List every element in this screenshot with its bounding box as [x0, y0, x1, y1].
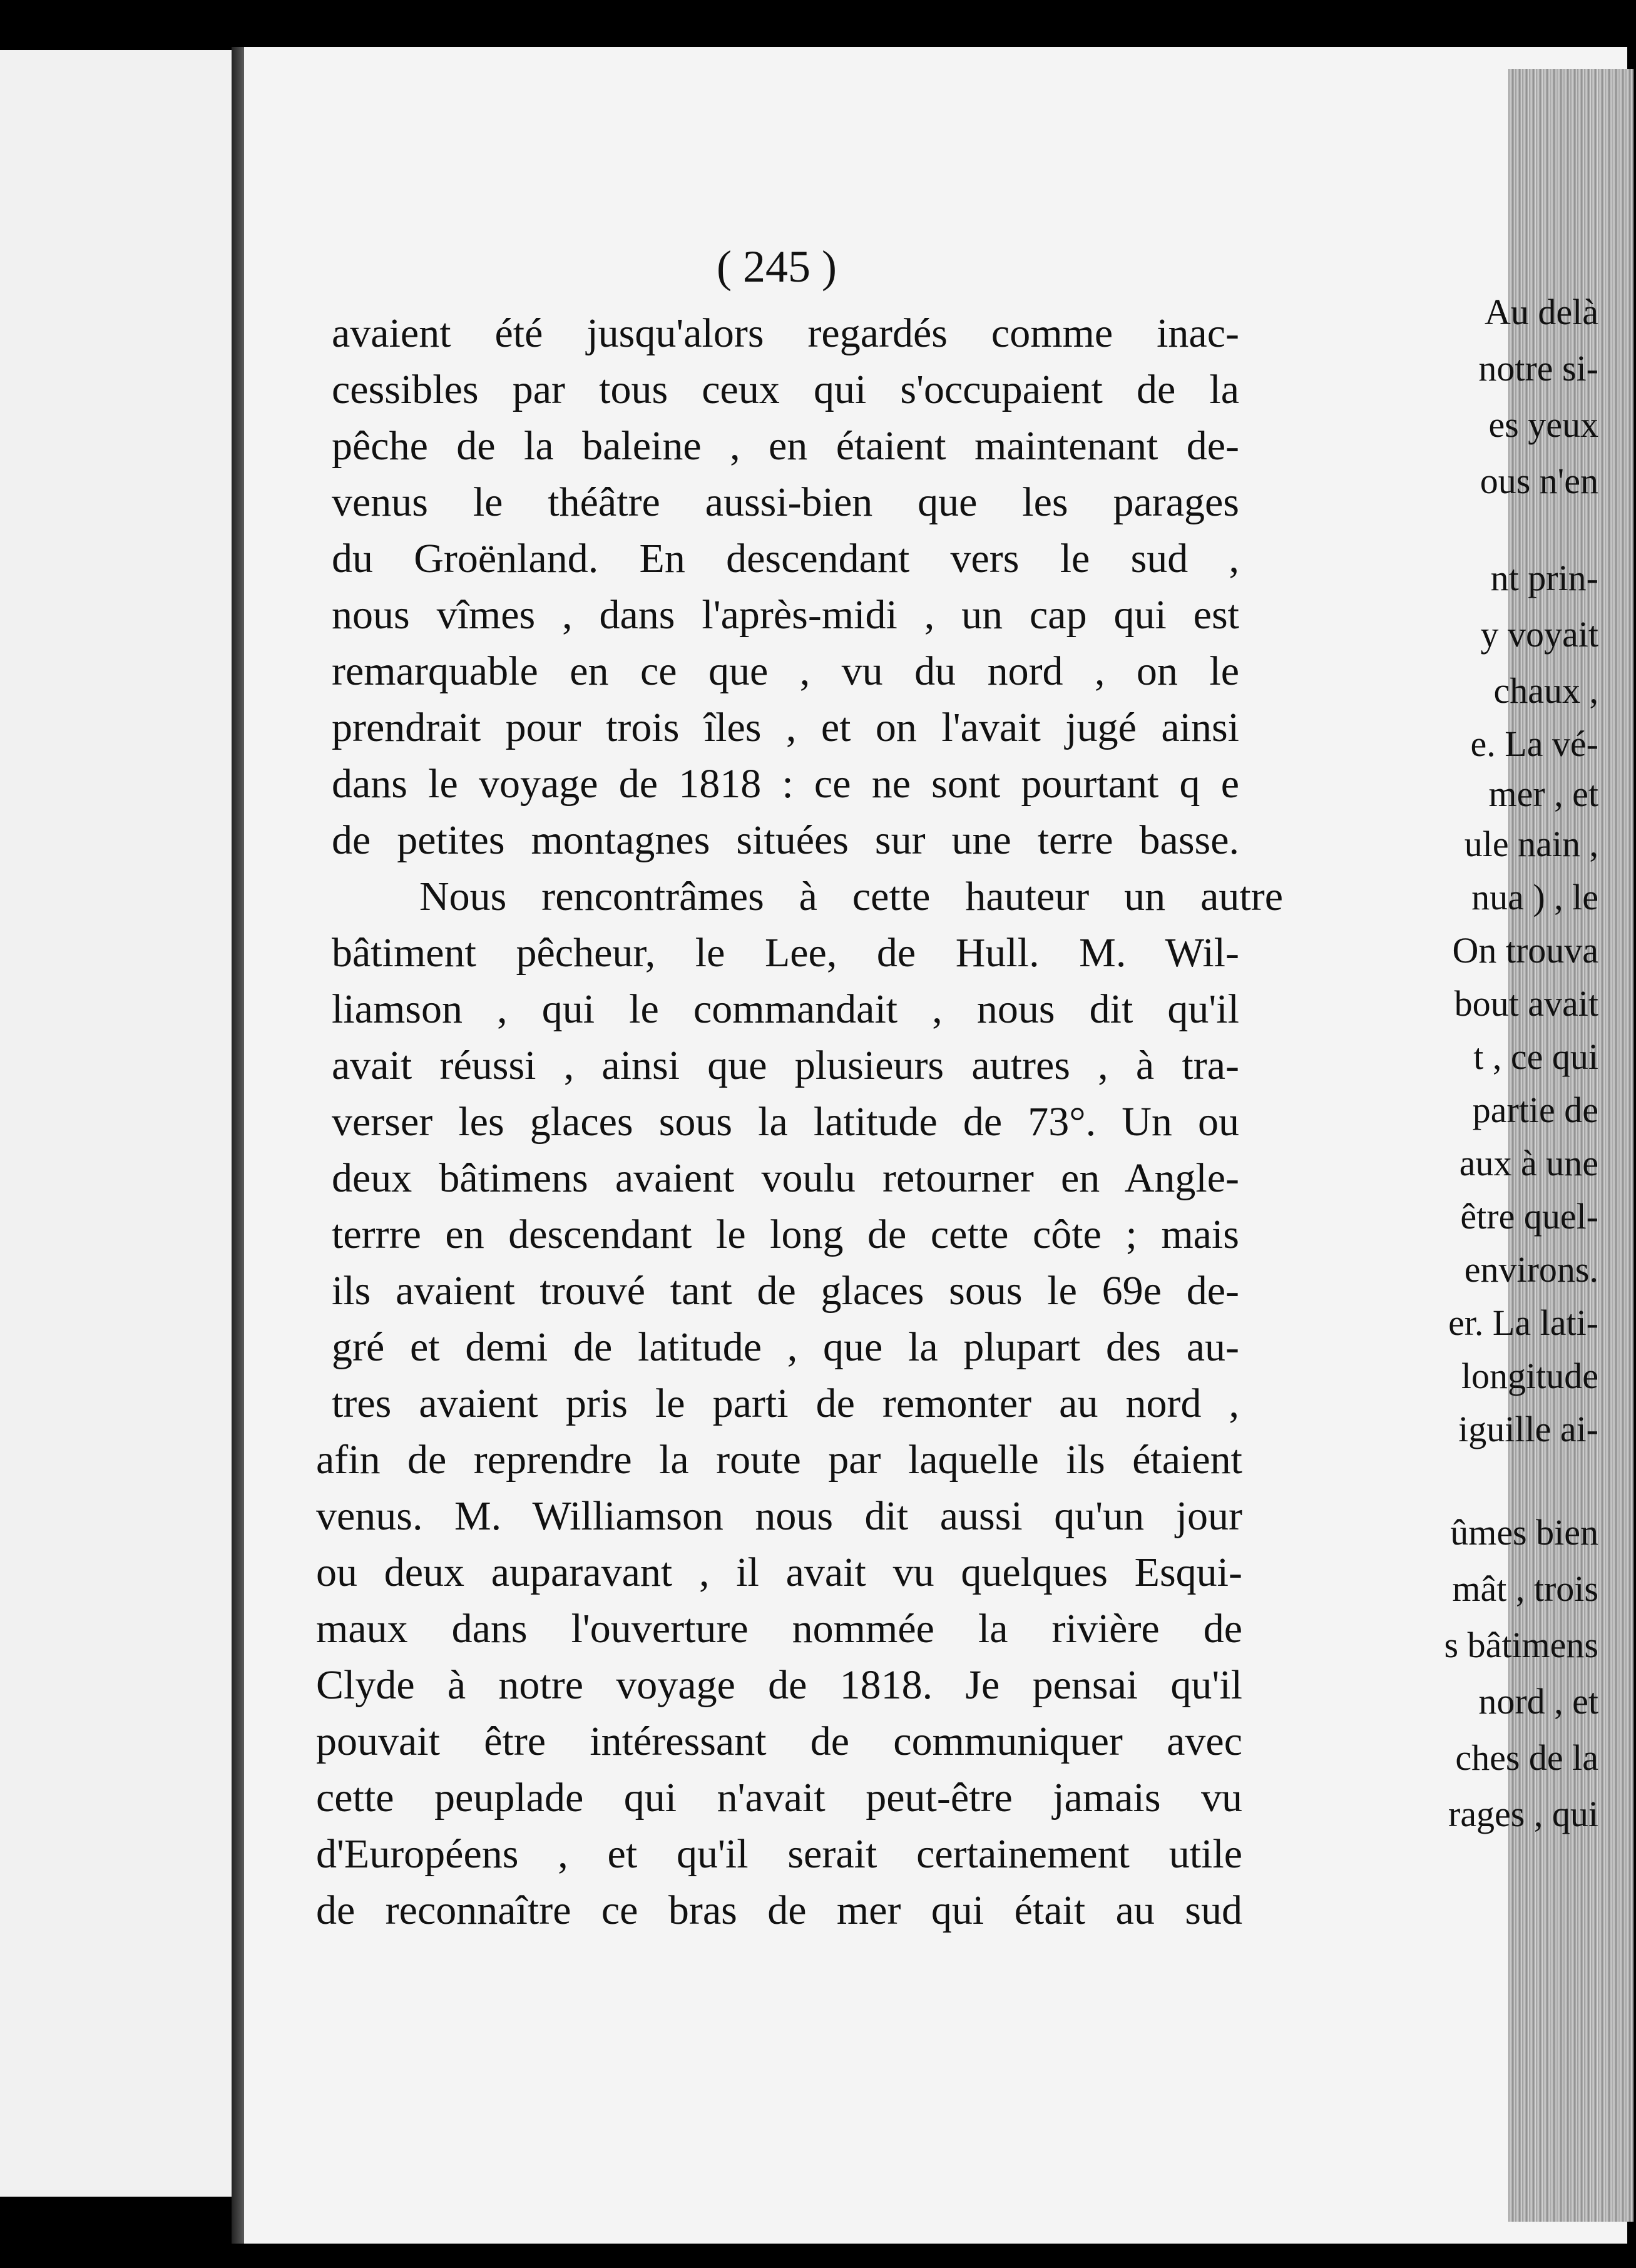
left-line: rages , qui	[1448, 1794, 1598, 1834]
left-line: iguille ai-	[1458, 1409, 1598, 1449]
text-line: pêche de la baleine , en étaient maintenant de-	[332, 423, 1239, 469]
left-line: environs.	[1464, 1249, 1598, 1290]
text-line: tres avaient pris le parti de remonter au nord ,	[332, 1381, 1239, 1426]
text-line: pouvait être intéressant de communiquer avec	[316, 1719, 1242, 1764]
left-line: y voyait	[1480, 614, 1598, 655]
text-line: bâtiment pêcheur, le Lee, de Hull. M. Wil-	[332, 930, 1239, 976]
text-line: verser les glaces sous la latitude de 73°. Un ou	[332, 1099, 1239, 1145]
left-line: notre si-	[1478, 348, 1598, 389]
text-line: venus. M. Williamson nous dit aussi qu'un jour	[316, 1493, 1242, 1539]
left-line: nt prin-	[1490, 558, 1598, 598]
left-line: t , ce qui	[1473, 1036, 1598, 1077]
paragraph-first-line: Nous rencontrâmes à cette hauteur un autre	[419, 874, 1283, 919]
text-line: liamson , qui le commandait , nous dit qu'il	[332, 986, 1239, 1032]
left-line: longitude	[1461, 1356, 1598, 1396]
text-line: ou deux auparavant , il avait vu quelques Esqui-	[316, 1550, 1242, 1595]
text-line: Clyde à notre voyage de 1818. Je pensai qu'il	[316, 1662, 1242, 1708]
left-line: ches de la	[1455, 1737, 1598, 1778]
text-line: cessibles par tous ceux qui s'occupaient de la	[332, 367, 1239, 412]
left-line: nua ) , le	[1471, 877, 1598, 917]
text-line: maux dans l'ouverture nommée la rivière de	[316, 1606, 1242, 1652]
left-line: ous n'en	[1480, 461, 1598, 501]
left-line: e. La vé-	[1470, 723, 1598, 764]
left-line: mer , et	[1488, 774, 1598, 814]
left-line: er. La lati-	[1448, 1302, 1598, 1343]
left-line: aux à une	[1459, 1143, 1598, 1183]
text-line: d'Européens , et qu'il serait certainement utile	[316, 1831, 1242, 1877]
text-line: afin de reprendre la route par laquelle ils étaient	[316, 1437, 1242, 1483]
left-line: On trouva	[1452, 930, 1598, 971]
text-line: dans le voyage de 1818 : ce ne sont pourtant q e	[332, 761, 1239, 807]
text-line: prendrait pour trois îles , et on l'avait jugé ainsi	[332, 705, 1239, 750]
left-line: ule nain ,	[1464, 824, 1598, 864]
text-line: terrre en descendant le long de cette côte ; mais	[332, 1212, 1239, 1257]
text-line: venus le théâtre aussi-bien que les parages	[332, 479, 1239, 525]
left-line: ûmes bien	[1450, 1512, 1598, 1553]
text-line: du Groënland. En descendant vers le sud ,	[332, 536, 1239, 581]
left-line: bout avait	[1454, 983, 1598, 1024]
left-line: Au delà	[1485, 292, 1598, 332]
left-line: chaux ,	[1493, 670, 1598, 711]
text-line: cette peuplade qui n'avait peut-être jamais vu	[316, 1775, 1242, 1821]
left-line: mât , trois	[1452, 1568, 1598, 1609]
page-number: ( 245 )	[717, 242, 837, 292]
text-line: remarquable en ce que , vu du nord , on le	[332, 648, 1239, 694]
text-line: de petites montagnes situées sur une terre basse.	[332, 817, 1239, 863]
text-line: deux bâtimens avaient voulu retourner en Angle-	[332, 1155, 1239, 1201]
left-line: être quel-	[1460, 1196, 1598, 1237]
left-facing-page	[0, 50, 232, 2197]
text-line: avait réussi , ainsi que plusieurs autres , à tra-	[332, 1043, 1239, 1088]
left-line: nord , et	[1478, 1681, 1598, 1722]
text-line: de reconnaître ce bras de mer qui était au sud	[316, 1887, 1242, 1933]
text-line: avaient été jusqu'alors regardés comme inac-	[332, 310, 1239, 356]
left-line: s bâtimens	[1444, 1625, 1598, 1665]
text-line: nous vîmes , dans l'après-midi , un cap qui est	[332, 592, 1239, 638]
left-line: partie de	[1472, 1090, 1598, 1130]
text-line: gré et demi de latitude , que la plupart des au-	[332, 1324, 1239, 1370]
left-line: es yeux	[1488, 404, 1598, 445]
text-line: ils avaient trouvé tant de glaces sous le 69e de-	[332, 1268, 1239, 1314]
